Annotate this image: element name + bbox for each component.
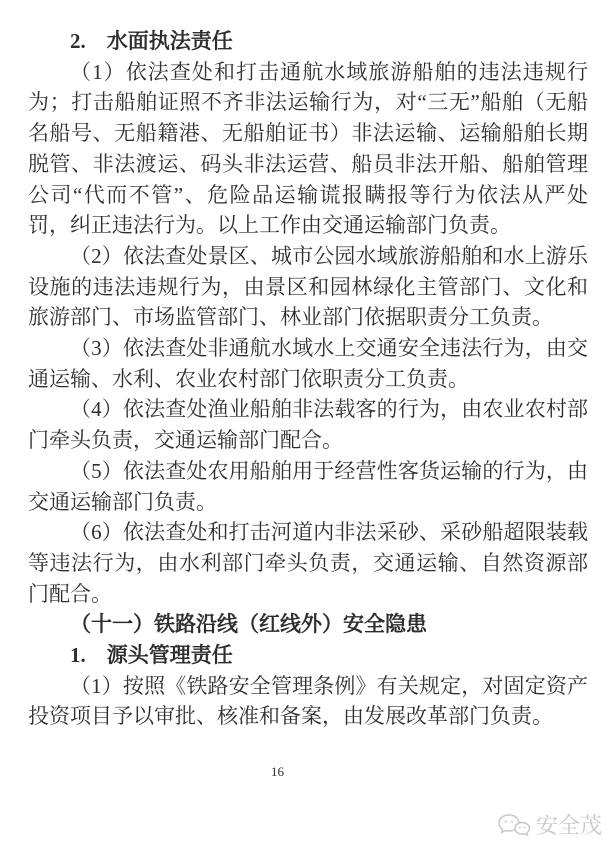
paragraph-water-3: （3）依法查处非通航水域水上交通安全违法行为，由交通运输、水利、农业农村部门依职责分工负责。 [28,336,588,391]
paragraph-water-4: （4）依法查处渔业船舶非法载客的行为，由农业农村部门牵头负责，交通运输部门配合。 [28,397,588,453]
paragraph-water-1: （1）依法查处和打击通航水域旅游船舶的违法违规行为；打击船舶证照不齐非法运输行为，对“三无”船舶（无船名船号、无船籍港、无船舶证书）非法运输、运输船舶长期脱管、非法渡运、码头非法运营、船员非法开船、船舶管理公司“代而不管”、危险品运输谎报瞒报等行为依法从严处罚，纠正违法行为。以上工作由交通运输部门负责。 [28,59,588,238]
paragraph-railway-1: （1）按照《铁路安全管理条例》有关规定，对固定资产投资项目予以审批、核准和备案，由发展改革部门负责。 [28,673,588,729]
paragraph-water-6: （6）依法查处和打击河道内非法采砂、采砂船超限装载等违法行为，由水利部门牵头负责，交通运输、自然资源部门配合。 [28,520,588,606]
document-body [28,26,588,732]
page-number: 16 [271,764,284,779]
wechat-logo-icon [497,813,531,839]
watermark [497,813,602,839]
paragraph-water-2: （2）依法查处景区、城市公园水域旅游船舶和水上游乐设施的违法违规行为，由景区和园林绿化主管部门、文化和旅游部门、市场监管部门、林业部门依据职责分工负责。 [28,243,588,330]
section-heading-railway: （十一）铁路沿线（红线外）安全隐患 [70,612,427,637]
section-heading-water-enforcement: 2. 水面执法责任 [70,29,233,53]
watermark-text: 安全茂 [535,813,602,838]
paragraph-water-5: （5）依法查处农用船舶用于经营性客货运输的行为，由交通运输部门负责。 [28,458,588,514]
section-heading-source-management: 1. 源头管理责任 [70,643,233,668]
